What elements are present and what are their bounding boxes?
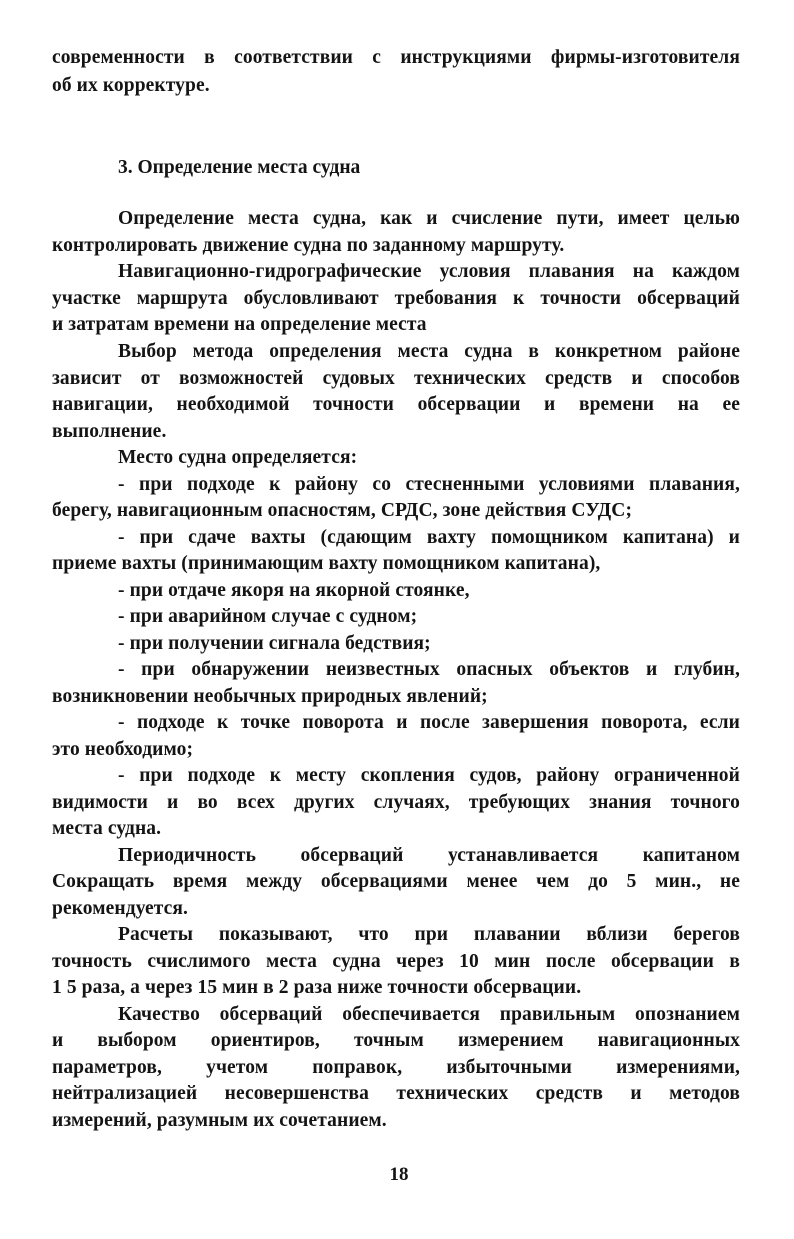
text-line: зависит от возможностей судовых технических средств и способов (52, 368, 740, 389)
text-line: параметров, учетом поправок, избыточными измерениями, (52, 1057, 740, 1078)
text-line: и выбором ориентиров, точным измерением навигационных (52, 1030, 740, 1051)
text-line: 1 5 раза, а через 15 мин в 2 раза ниже точности обсервации. (52, 977, 582, 998)
text-line: современности в соответствии с инструкциями фирмы-изготовителя (52, 47, 740, 68)
text-line: Качество обсерваций обеспечивается правильным опознанием (118, 1004, 740, 1025)
text-line: берегу, навигационным опасностям, СРДС, зоне действия СУДС; (52, 500, 633, 521)
text-line: - при получении сигнала бедствия; (118, 633, 431, 654)
text-line: измерений, разумным их сочетанием. (52, 1110, 387, 1131)
text-line: Сокращать время между обсервациями менее чем до 5 мин., не (52, 871, 740, 892)
text-line: - при подходе к району со стесненными условиями плавания, (118, 474, 740, 495)
text-line: участке маршрута обусловливают требования к точности обсерваций (52, 288, 740, 309)
text-line: контролировать движение судна по заданному маршруту. (52, 235, 565, 256)
section-heading: 3. Определение места судна (118, 157, 361, 178)
text-line: об их корректуре. (52, 75, 210, 96)
text-line: Периодичность обсерваций устанавливается капитаном (118, 845, 740, 866)
text-line: - при аварийном случае с судном; (118, 606, 418, 627)
text-line: рекомендуется. (52, 898, 188, 919)
text-line: Место судна определяется: (118, 447, 358, 468)
text-line: - при отдаче якоря на якорной стоянке, (118, 580, 470, 601)
text-line: Определение места судна, как и счисление пути, имеет целью (118, 208, 740, 229)
page-number: 18 (389, 1164, 409, 1185)
text-line: Навигационно-гидрографические условия плавания на каждом (118, 261, 740, 282)
text-line: Выбор метода определения места судна в конкретном районе (118, 341, 740, 362)
text-line: видимости и во всех других случаях, требующих знания точного (52, 792, 740, 813)
text-line: это необходимо; (52, 739, 194, 760)
text-line: точность счислимого места судна через 10 мин после обсервации в (52, 951, 740, 972)
text-line: выполнение. (52, 421, 167, 442)
text-line: нейтрализацией несовершенства технических средств и методов (52, 1083, 740, 1104)
text-line: - при подходе к месту скопления судов, району ограниченной (118, 765, 740, 786)
text-line: и затратам времени на определение места (52, 314, 427, 335)
text-line: Расчеты показывают, что при плавании вблизи берегов (118, 924, 740, 945)
text-line: приеме вахты (принимающим вахту помощником капитана), (52, 553, 601, 574)
text-line: навигации, необходимой точности обсервации и времени на ее (52, 394, 740, 415)
text-line: - при сдаче вахты (сдающим вахту помощником капитана) и (118, 527, 740, 548)
text-line: возникновении необычных природных явлений; (52, 686, 488, 707)
text-line: - подходе к точке поворота и после завершения поворота, если (118, 712, 740, 733)
text-line: - при обнаружении неизвестных опасных объектов и глубин, (118, 659, 740, 680)
text-line: места судна. (52, 818, 162, 839)
